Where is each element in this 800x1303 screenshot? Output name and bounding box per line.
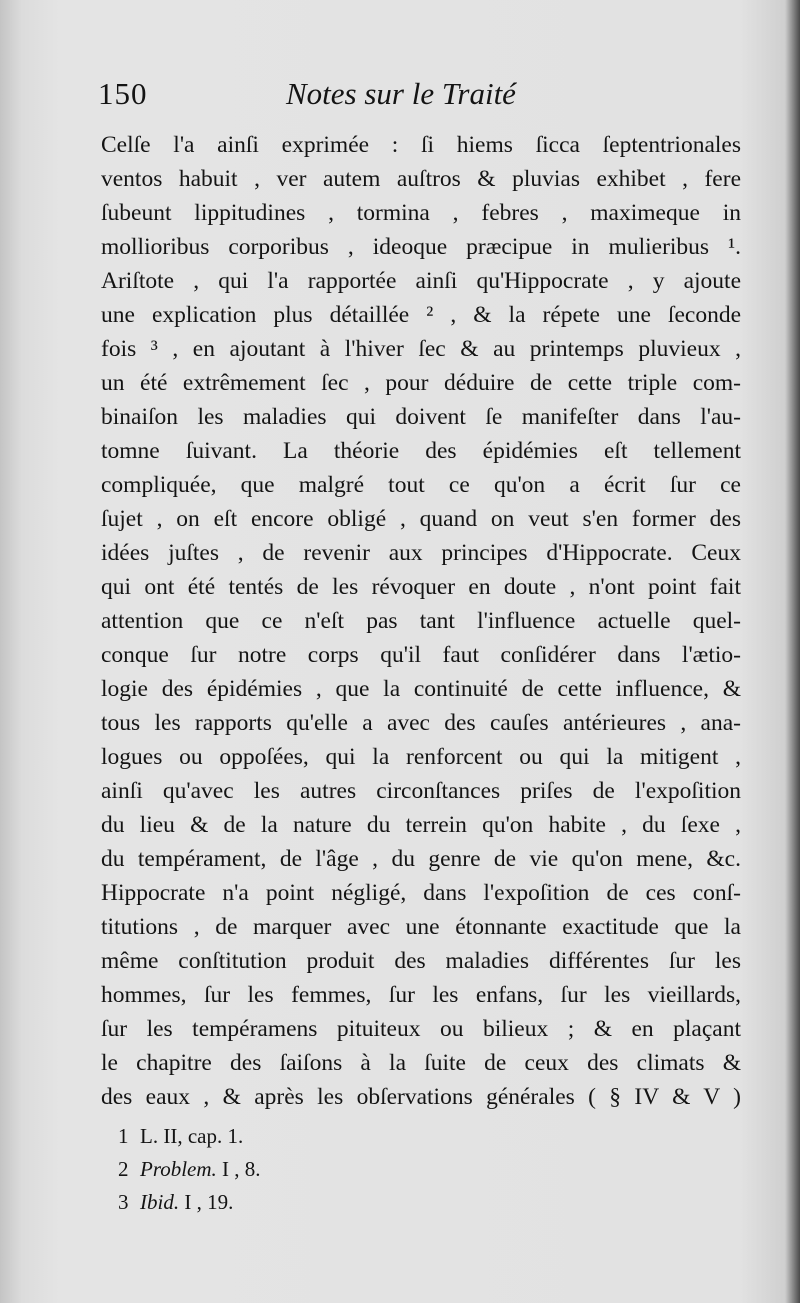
text-line [101,774,741,808]
text-run: ſujet , on eſt encore obligé , quand on veut s'en former des [101,506,741,532]
text-line [101,1046,741,1080]
text-line [101,944,741,978]
text-run: idées juſtes , de revenir aux principes d'Hippocrate. Ceux [101,540,741,566]
footnote [118,1186,518,1219]
page-header [98,76,758,116]
text-line [101,910,741,944]
text-run: logues ou oppoſées, qui la renforcent ou qui la mitigent , [101,744,741,770]
footnote-number: 1 [118,1124,129,1148]
footnotes [118,1120,518,1219]
text-line [101,706,741,740]
italic-text: ſubeunt lippitudines , tormina , febres , maximeque in [101,200,741,226]
text-run: même conſtitution produit des maladies différentes ſur les [101,948,741,974]
text-run: qui ont été tentés de les révoquer en doute , n'ont point fait [101,574,741,600]
text-run: à la ſuite de ceux [342,1050,588,1076]
text-line [101,808,741,842]
text-line [101,434,741,468]
footnote-number: 3 [118,1190,129,1214]
text-line [101,230,741,264]
footnote-text: L. II, cap. 1. [140,1124,244,1148]
italic-text: ventos habuit , ver autem auſtros & pluvias exhibet , fere [101,166,741,192]
text-line [101,468,741,502]
text-run: Hippocrate n'a point négligé, dans l'expoſition de ces conſ- [101,880,741,906]
text-line [101,400,741,434]
text-run: une explication plus détaillée ² , & la répete une ſeconde [101,302,741,328]
text-run: conque ſur notre corps qu'il faut conſidérer dans l'ætio- [101,642,741,668]
text-run: , & après les obſervations générales ( § IV & V ) [190,1084,742,1110]
italic-text: des eaux [101,1084,191,1110]
text-line [101,1080,741,1114]
text-run: Ariſtote , qui l'a rapportée ainſi qu'Hippocrate , y ajoute [101,268,741,294]
text-line [101,672,741,706]
text-line [101,298,741,332]
italic-text: chapitre des ſaiſons [136,1050,343,1076]
text-run: hommes, ſur les femmes, ſur les enfans, ſur les vieillards, [101,982,741,1008]
text-line [101,570,741,604]
text-run: attention que ce n'eſt pas tant l'influence actuelle quel- [101,608,741,634]
text-line [101,162,741,196]
page-number: 150 [98,76,148,111]
text-run: binaiſon les maladies qui doivent ſe manifeſter dans l'au- [101,404,741,430]
text-line [101,536,741,570]
text-run: du tempérament, de l'âge , du genre de vie qu'on mene, &c. [101,846,741,872]
text-run: du lieu & de la nature du terrein qu'on habite , du ſexe , [101,812,741,838]
text-line [101,196,741,230]
text-line [101,842,741,876]
text-line [101,366,741,400]
running-title: Notes sur le Traité [286,76,516,111]
footnote [118,1120,518,1153]
text-run: Celſe l'a ainſi exprimée : [101,132,422,158]
text-run: ¹. [728,234,741,260]
text-run: tous les rapports qu'elle a avec des cauſes antérieures , ana- [101,710,741,736]
italic-text: des climats & [587,1050,741,1076]
footnote-text: I , 19. [179,1190,234,1214]
text-line [101,740,741,774]
footnote-italic-text: Ibid. [140,1190,180,1214]
text-run: le [101,1050,137,1076]
text-run: titutions , de marquer avec une étonnante exactitude que la [101,914,741,940]
italic-text: mollioribus corporibus , ideoque præcipue in mulieribus [101,234,729,260]
text-run: fois ³ , en ajoutant à l'hiver ſec & au printemps pluvieux , [101,336,741,362]
footnote [118,1153,518,1186]
text-line [101,1012,741,1046]
text-line [101,332,741,366]
text-line [101,978,741,1012]
text-line [101,128,741,162]
text-line [101,502,741,536]
text-line [101,638,741,672]
text-line [101,264,741,298]
footnote-number: 2 [118,1157,129,1181]
text-run: un été extrêmement ſec , pour déduire de cette triple com- [101,370,741,396]
body-text [101,128,741,1114]
text-run: logie des épidémies , que la continuité de cette influence, & [101,676,741,702]
text-run: tomne ſuivant. La théorie des épidémies eſt tellement [101,438,741,464]
footnote-text: I , 8. [216,1157,261,1181]
text-line [101,876,741,910]
text-line [101,604,741,638]
text-run: ſur les tempéramens pituiteux ou bilieux ; & en plaçant [101,1016,741,1042]
text-run: ainſi qu'avec les autres circonſtances priſes de l'expoſition [101,778,741,804]
footnote-italic-text: Problem. [140,1157,217,1181]
text-run: compliquée, que malgré tout ce qu'on a écrit ſur ce [101,472,741,498]
italic-text: ſi hiems ſicca ſeptentrionales [421,132,741,158]
